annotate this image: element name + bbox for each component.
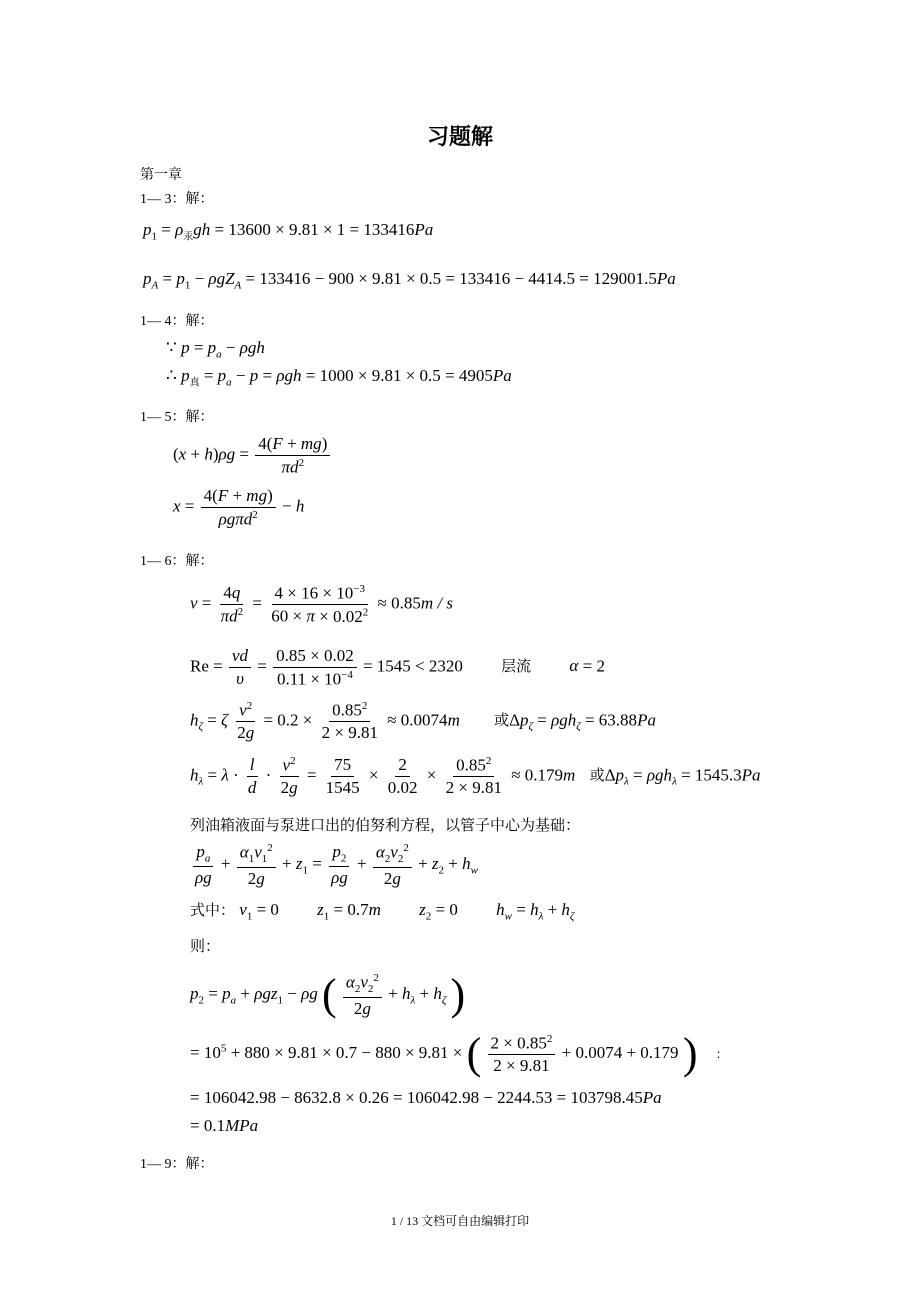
- bernoulli-intro: 列油箱液面与泵进口出的伯努利方程，以管子中心为基础：: [190, 816, 581, 834]
- problem-1-6-label: 1— 6：解：: [140, 554, 214, 569]
- then-label: 则：: [190, 937, 221, 955]
- problem-1-5-label: 1— 5：解：: [140, 410, 214, 425]
- equation-1-4-a: ∵ $p = p_a - \rho gh$: [166, 338, 265, 361]
- laminar-flow-label: 层流: [501, 657, 532, 676]
- mercury-subscript: 汞: [183, 231, 194, 243]
- where-label: 式中：: [190, 901, 236, 919]
- stray-colon: ：: [715, 1046, 728, 1061]
- equation-1-4-b: ∴ $p_真 = p_a - p = \rho gh = 1000 \times 9.81 \times 0.5 = 4905Pa$: [166, 366, 512, 389]
- equation-1-3-b: $p_A = p_1 - \rho gZ_A = 133416 - 900 \times 9.81 \times 0.5 = 133416 - 4414.5 = 129001.5Pa$: [143, 269, 676, 292]
- equation-1-6-velocity: v = $\frac{4q}{\pi d^2}$ = $\frac{4 \times 16 \times 10^{-3}}{60 \times \pi \times 0.02^2}$ ≈ 0.85m / s: [190, 583, 453, 626]
- equation-1-6-result: = 106042.98 − 8632.8 × 0.26 = 106042.98 − 2244.53 = 103798.45Pa: [190, 1088, 662, 1107]
- page-footer: 1 / 13 文档可自由编辑打印: [390, 1214, 530, 1228]
- equation-1-6-final: = 0.1MPa: [190, 1116, 259, 1135]
- equation-1-6-p2: $p_2 = p_a + \rho gz_1 - \rho g$ ( $\frac{\alpha_2v_2^2}{2g}$ + $h_\lambda + h_\zeta$ ): [190, 970, 466, 1020]
- equation-1-6-reynolds: Re = $\frac{vd}{\upsilon}$ = $\frac{0.85 \times 0.02}{0.11 \times 10^{-4}}$ = 1545 < 2320 层流 α = 2: [190, 646, 605, 689]
- problem-1-9-label: 1— 9：解：: [140, 1157, 214, 1172]
- equation-1-5-b: x = $\frac{4(F + mg)}{\rho g\pi d^2}$ − h: [173, 486, 305, 529]
- equation-1-6-local-loss: $h_\zeta = \zeta$ $\frac{v^2}{2g}$ = 0.2 × $\frac{0.85^2}{2 \times 9.81}$ ≈ 0.0074m 或$\Delta p_\zeta = \rho gh_\zeta = 63.88Pa$: [190, 700, 656, 743]
- page-title: 习题解: [426, 124, 493, 149]
- problem-1-4-label: 1— 4：解：: [140, 314, 214, 329]
- equation-1-6-bernoulli: $\frac{p_a}{\rho g}$ + $\frac{\alpha_1v_1^2}{2g}$ + $z_1$ = $\frac{p_2}{\rho g}$ + $\frac{\alpha_2v_2^2}{2g}$ + $z_2 + h_w$: [195, 842, 478, 888]
- or-label-1: 或: [494, 711, 510, 730]
- equation-1-6-friction-loss: $h_\lambda = \lambda$ · $\frac{l}{d}$ · $\frac{v^2}{2g}$ = $\frac{75}{1545}$ × $\frac{2}{0.02}$ × $\frac{0.85^2}{2 \times 9.81}$ ≈ 0.179m 或$\Delta p_\lambda = \rho gh_\lambda = 1545.3Pa$: [190, 755, 761, 798]
- equation-1-3-a: $p_1 = \rho_汞gh = 13600 \times 9.81 \times 1 = 133416Pa$: [143, 220, 434, 243]
- chapter-heading: 第一章: [140, 168, 182, 183]
- or-label-2: 或: [589, 766, 605, 785]
- equation-1-6-conditions: 式中： $v_1 = 0$ $z_1 = 0.7m$ $z_2 = 0$ $h_w = h_\lambda + h_\zeta$: [190, 900, 575, 923]
- equation-1-6-substitution: = $10^5 + 880 \times 9.81 \times 0.7 - 880 \times 9.81$ × ( $\frac{2 \times 0.85^2}{2 \times 9.81}$ + 0.0074 + 0.179 ) ：: [190, 1029, 728, 1078]
- vacuum-subscript: 真: [189, 377, 200, 389]
- problem-1-3-label: 1— 3：解：: [140, 192, 214, 207]
- equation-1-5-a: (x + h)ρg = $\frac{4(F + mg)}{\pi d^2}$: [173, 434, 332, 477]
